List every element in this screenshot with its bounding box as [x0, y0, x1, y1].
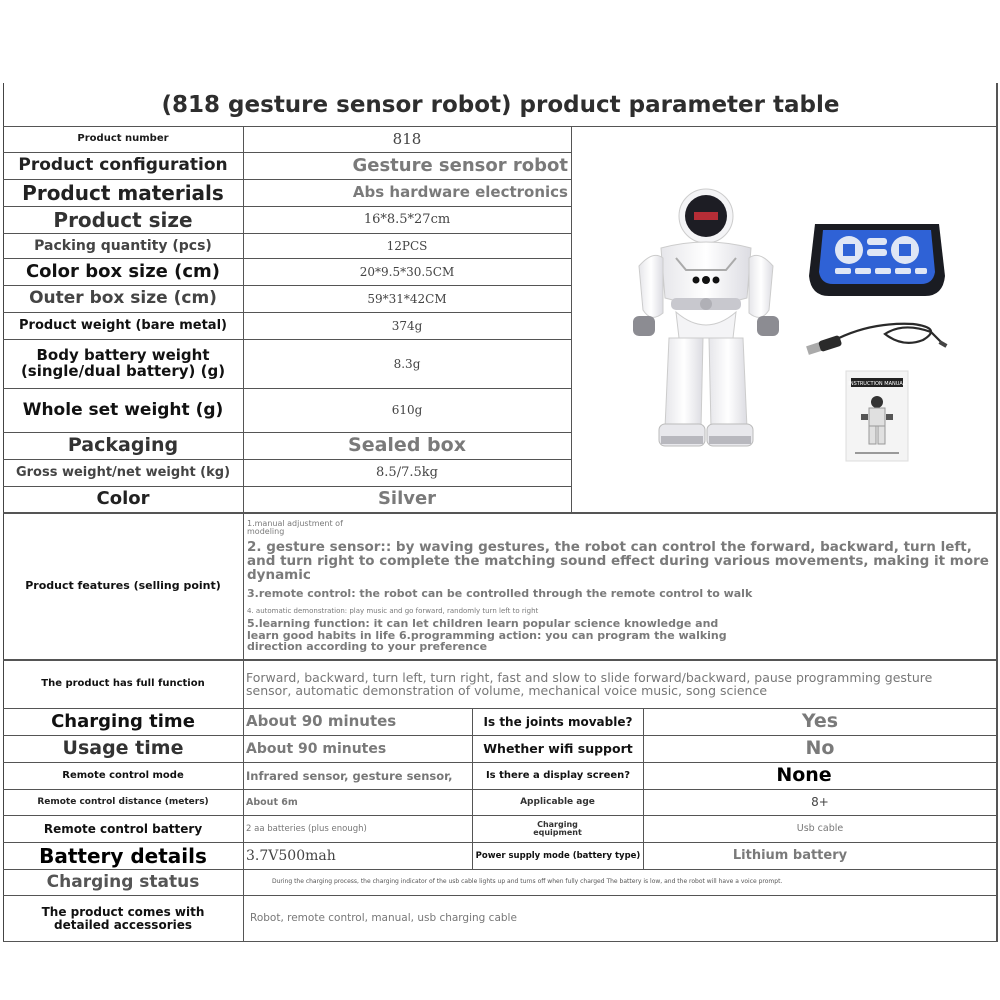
- label-remote-distance: Remote control distance (meters): [37, 796, 209, 807]
- value-remote-battery: 2 aa batteries (plus enough): [246, 823, 367, 834]
- value-gross-net-weight: 8.5/7.5kg: [376, 465, 438, 481]
- value-packing-quantity: 12PCS: [386, 238, 428, 253]
- label-whole-set-weight: Whole set weight (g): [22, 399, 224, 420]
- label-gross-net-weight: Gross weight/net weight (kg): [15, 465, 231, 481]
- svg-text:INSTRUCTION MANUAL: INSTRUCTION MANUAL: [848, 381, 906, 387]
- value-joints-movable: Yes: [801, 710, 839, 733]
- value-charging-time: About 90 minutes: [246, 712, 397, 731]
- label-accessories: The product comes with detailed accessories: [41, 904, 205, 932]
- value-battery-details: 3.7V500mah: [246, 847, 336, 864]
- value-product-configuration: Gesture sensor robot: [352, 154, 568, 176]
- label-product-features: Product features (selling point): [25, 579, 221, 593]
- label-product-size: Product size: [53, 207, 193, 232]
- remote-control-image: [807, 216, 947, 300]
- label-joints-movable: Is the joints movable?: [483, 714, 633, 729]
- page-title: (818 gesture sensor robot) product parameter table: [161, 91, 840, 118]
- value-charging-status: During the charging process, the charging indicator of the usb cable lights up and turns off when fully charged The battery is low, and the robot will have a voice prompt.: [272, 878, 783, 886]
- value-product-number: 818: [392, 129, 422, 148]
- label-display-screen: Is there a display screen?: [485, 769, 631, 781]
- label-product-configuration: Product configuration: [18, 155, 228, 176]
- label-battery-details: Battery details: [39, 843, 207, 868]
- label-outer-box-size: Outer box size (cm): [29, 288, 217, 309]
- value-remote-control-mode: Infrared sensor, gesture sensor,: [246, 768, 453, 783]
- value-color: Silver: [377, 488, 437, 510]
- label-power-supply-mode: Power supply mode (battery type): [475, 850, 641, 861]
- value-full-function: [244, 660, 996, 708]
- label-product-materials: Product materials: [22, 180, 224, 205]
- label-packing-quantity: Packing quantity (pcs): [34, 237, 212, 254]
- value-color-box-size: 20*9.5*30.5CM: [359, 264, 455, 279]
- value-wifi-support: No: [805, 737, 835, 760]
- label-charging-equipment: Charging equipment: [533, 819, 582, 837]
- label-color: Color: [96, 488, 150, 510]
- label-remote-battery: Remote control battery: [43, 821, 203, 836]
- label-remote-control-mode: Remote control mode: [62, 769, 184, 781]
- label-applicable-age: Applicable age: [520, 796, 595, 807]
- instruction-manual-image: [845, 370, 909, 462]
- value-outer-box-size: 59*31*42CM: [367, 291, 447, 306]
- value-remote-distance: About 6m: [246, 796, 298, 808]
- label-charging-status: Charging status: [46, 871, 200, 892]
- full-function-text: Forward, backward, turn left, turn right, fast and slow to slide forward/backward, pause programming gesture sensor, automatic demonstration of volume, mechanical voice music, song science: [246, 669, 933, 698]
- value-display-screen: None: [776, 764, 832, 787]
- value-usage-time: About 90 minutes: [246, 740, 387, 757]
- product-images: [571, 126, 998, 512]
- feature-item-3: 3.remote control: the robot can be controlled through the remote control to walk: [247, 587, 753, 601]
- value-product-materials: Abs hardware electronics: [352, 183, 568, 202]
- feature-item-2: 2. gesture sensor:: by waving gestures, the robot can control the forward, backward, turn left, and turn right to complete the matching sound effect during various movements, making it more dynamic: [247, 538, 989, 584]
- value-charging-equipment: Usb cable: [796, 823, 844, 835]
- value-accessories: Robot, remote control, manual, usb charging cable: [250, 911, 517, 924]
- value-whole-set-weight: 610g: [391, 403, 423, 418]
- value-body-battery-weight: 8.3g: [393, 356, 421, 371]
- value-packaging: Sealed box: [348, 434, 466, 457]
- label-full-function: The product has full function: [41, 677, 205, 689]
- label-product-number: Product number: [77, 133, 169, 145]
- label-usage-time: Usage time: [62, 737, 184, 760]
- label-color-box-size: Color box size (cm): [25, 260, 221, 282]
- feature-item-1: 1.manual adjustment of modeling: [247, 519, 343, 537]
- label-charging-time: Charging time: [51, 710, 195, 732]
- usb-cable-image: [803, 318, 953, 363]
- value-product-weight: 374g: [391, 318, 423, 333]
- value-power-supply-mode: Lithium battery: [732, 848, 848, 864]
- feature-item-5: 5.learning function: it can let children learn popular science knowledge and learn good habits in life 6.programming action: you can program the walking direction according to your preference: [247, 617, 727, 654]
- value-applicable-age: 8+: [811, 795, 829, 810]
- label-body-battery-weight: Body battery weight (single/dual battery) (g): [20, 346, 226, 380]
- label-product-weight: Product weight (bare metal): [19, 318, 227, 334]
- product-features-list: [244, 514, 996, 659]
- robot-image: [621, 188, 791, 468]
- value-product-size: 16*8.5*27cm: [363, 212, 451, 228]
- label-wifi-support: Whether wifi support: [483, 741, 633, 757]
- label-packaging: Packaging: [67, 434, 179, 457]
- feature-item-4: 4. automatic demonstration: play music and go forward, randomly turn left to right: [247, 606, 539, 615]
